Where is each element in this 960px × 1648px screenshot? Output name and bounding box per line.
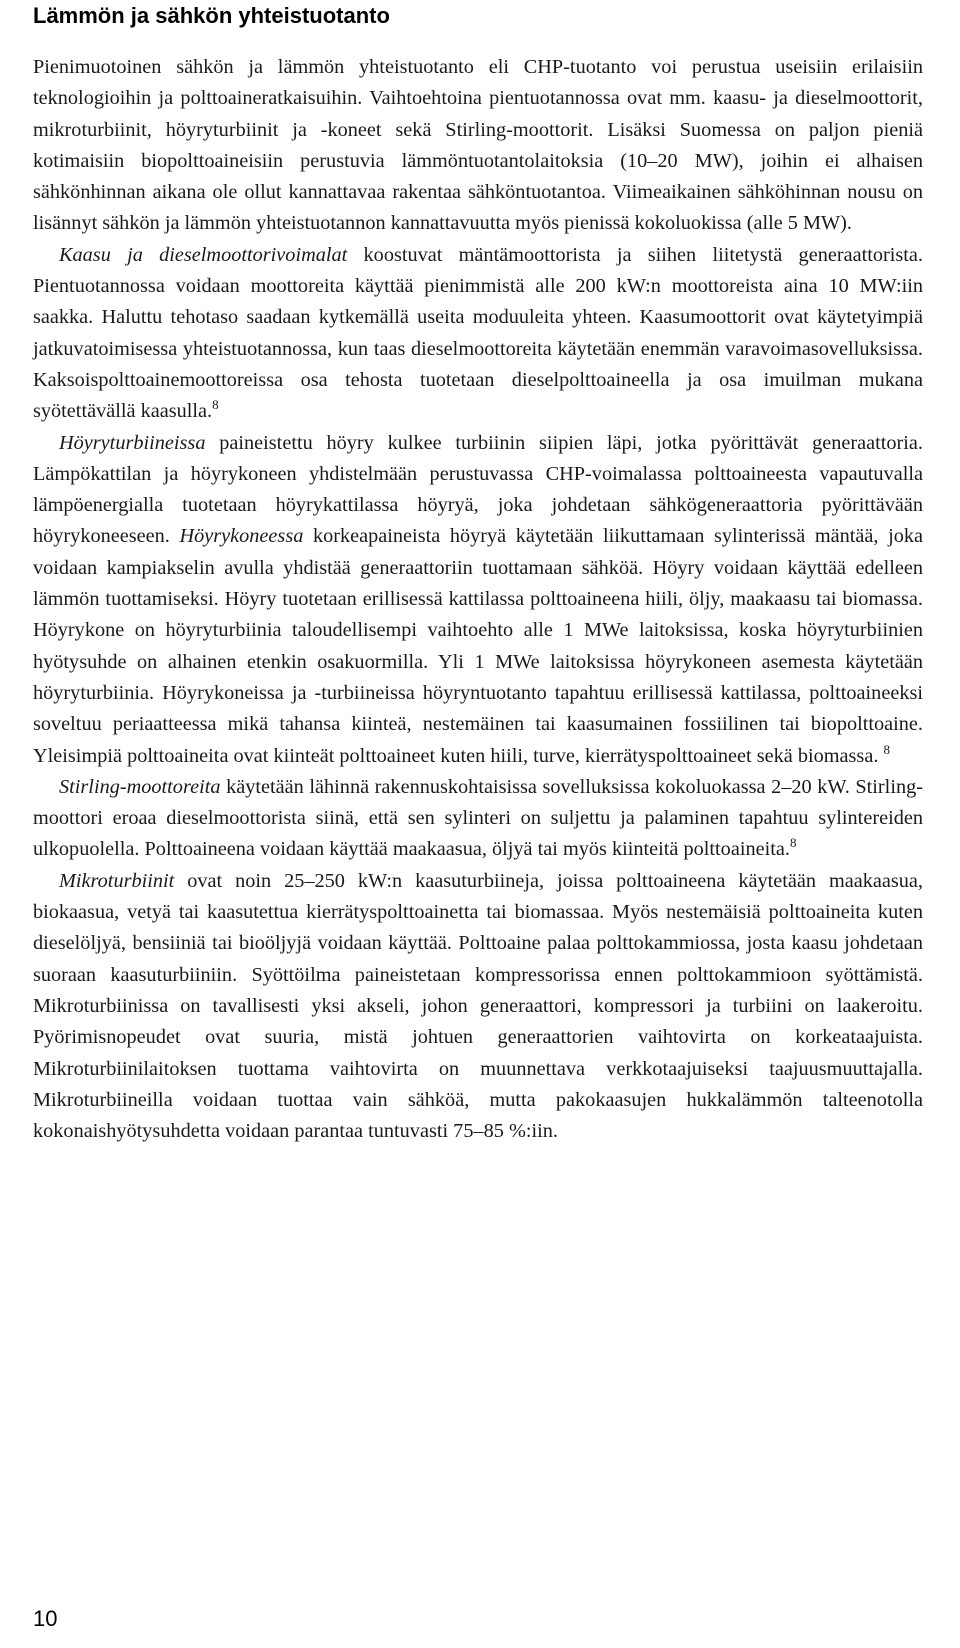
body-text — [33, 52, 923, 1147]
term-steam-turbines: Höyryturbiineissa — [59, 431, 206, 454]
paragraph-steam — [33, 428, 923, 772]
term-stirling: Stirling-moottoreita — [59, 775, 221, 798]
paragraph-microturbines-text: ovat noin 25–250 kW:n kaasuturbiineja, joissa polttoaineena käytetään maakaasua, biokaasua, vetyä tai kaasutettua kierrätyspolttoainetta tai biomassaa. Myös nestemäisiä polttoaineita kuten dieselöljyä, bensiiniä tai bioöljyjä voidaan käyttää. Polttoaine palaa polttokammiossa, josta kaasu johdetaan suoraan kaasuturbiiniin. Syöttöilma paineistetaan kompressorissa ennen polttokammioon syöttämistä. Mikroturbiinissa on tavallisesti yksi akseli, johon generaattori, kompressori ja turbiini on laakeroitu. Pyörimisnopeudet ovat suuria, mistä johtuen generaattorien vaihtovirta on korkeataajuista. Mikroturbiinilaitoksen tuottama vaihtovirta on muunnettava verkkotaajuiseksi taajuusmuuttajalla. Mikroturbiineilla voidaan tuottaa vain sähköä, mutta pakokaasujen hukkalämmön talteenotolla kokonaishyötysuhdetta voidaan parantaa tuntuvasti 75–85 %:iin. — [33, 869, 923, 1143]
paragraph-stirling-text: käytetään lähinnä rakennuskohtaisissa sovelluksissa kokoluokassa 2–20 kW. Stirling-moottori eroaa dieselmoottorista siinä, että sen sylinteri on suljettu ja palaminen tapahtuu sylintereiden ulkopuolella. Polttoaineena voidaan käyttää maakaasua, öljyä tai myös kiinteitä polttoaineita. — [33, 775, 923, 861]
paragraph-intro: Pienimuotoinen sähkön ja lämmön yhteistuotanto eli CHP-tuotanto voi perustua useisiin erilaisiin teknologioihin ja polttoaineratkaisuihin. Vaihtoehtoina pientuotannossa ovat mm. kaasu- ja dieselmoottorit, mikroturbiinit, höyryturbiinit ja -koneet sekä Stirling-moottorit. Lisäksi Suomessa on paljon pieniä kotimaisiin biopolttoaineisiin perustuvia lämmöntuotantolaitoksia (10–20 MW), joihin ei alhaisen sähkönhinnan aikana ole ollut kannattavaa rakentaa sähköntuotantoa. Viimeaikainen sähköhinnan nousu on lisännyt sähkön ja lämmön yhteistuotannon kannattavuutta myös pienissä kokoluokissa (alle 5 MW). — [33, 56, 923, 235]
term-gas-diesel: Kaasu ja dieselmoottorivoimalat — [59, 243, 348, 266]
paragraph-stirling — [33, 772, 923, 866]
paragraph-steam-text-2: korkeapaineista höyryä käytetään liikuttamaan sylinterissä mäntää, joka voidaan kampiakselin avulla yhdistää generaattoriin tuottamaan sähköä. Höyry voidaan käyttää edelleen lämmön tuottamiseksi. Höyry tuotetaan erillisessä kattilassa polttoaineena hiili, öljy, maakaasu tai biomassa. Höyrykone on höyryturbiinia taloudellisempi vaihtoehto alle 1 MWe laitoksissa, koska höyryturbiinien hyötysuhde on alhainen etenkin osakuormilla. Yli 1 MWe laitoksissa höyrykoneen asemesta käytetään höyryturbiinia. Höyrykoneissa ja -turbiineissa höyryntuotanto tapahtuu erillisessä kattilassa, polttoaineeksi soveltuu periaatteessa mikä tahansa kiinteä, nestemäinen tai kaasumainen fossiilinen tai biopolttoaine. Yleisimpiä polttoaineita ovat kiinteät polttoaineet kuten hiili, turve, kierrätyspolttoaineet sekä biomassa. — [33, 525, 923, 767]
footnote-ref[interactable]: 8 — [883, 741, 890, 757]
term-microturbines: Mikroturbiinit — [59, 869, 175, 892]
footnote-ref[interactable]: 8 — [212, 397, 219, 413]
term-steam-engine: Höyrykoneessa — [179, 525, 304, 548]
paragraph-gas-diesel — [33, 240, 923, 428]
paragraph-steam-text: paineistettu höyry kulkee turbiinin siipien läpi, jotka pyörittävät generaattoria. Lämpökattilan ja höyrykoneen yhdistelmään perustuvassa CHP-voimalassa polttoaineesta vapautuvalla lämpöenergialla tuotetaan höyrykattilassa höyryä, joka johdetaan sähkögeneraattoria pyörittävään höyrykoneeseen. — [33, 431, 923, 548]
section-heading: Lämmön ja sähkön yhteistuotanto — [33, 3, 390, 28]
paragraph-microturbines — [33, 866, 923, 1148]
footnote-ref[interactable]: 8 — [789, 835, 797, 851]
page-number: 10 — [33, 1606, 58, 1631]
paragraph-gas-diesel-text: koostuvat mäntämoottorista ja siihen liitetystä generaattorista. Pientuotannossa voidaan moottoreita käyttää pienimmistä alle 200 kW:n moottoreista aina 10 MW:iin saakka. Haluttu tehotaso saadaan kytkemällä useita moduuleita yhteen. Kaasumoottorit ovat käytetyimpiä jatkuvatoimisessa yhteistuotannossa, kun taas dieselmoottoreita käytetään enemmän varavoimasovelluksissa. Kaksoispolttoainemoottoreissa osa tehosta tuotetaan dieselpolttoaineella ja osa imuilman mukana syötettävällä kaasulla. — [33, 243, 923, 423]
